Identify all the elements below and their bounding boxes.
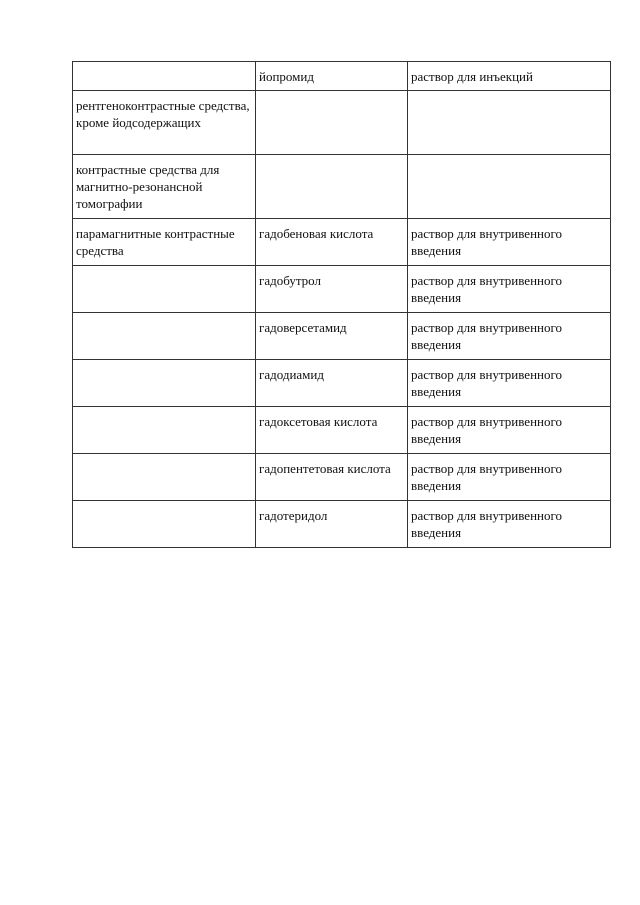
form-cell [408, 91, 611, 155]
form-cell: раствор для внутривенного введения [408, 360, 611, 407]
table-row [73, 360, 611, 407]
table-row [73, 219, 611, 266]
table-row [73, 91, 611, 155]
group-cell: парамагнитные контрастные средства [73, 219, 256, 266]
table-row [73, 155, 611, 219]
group-cell [73, 313, 256, 360]
form-cell: раствор для внутривенного введения [408, 501, 611, 548]
table-row [73, 313, 611, 360]
substance-cell: гадоксетовая кислота [256, 407, 408, 454]
table-row [73, 266, 611, 313]
substance-cell: гадоверсетамид [256, 313, 408, 360]
group-cell [73, 266, 256, 313]
group-cell: рентгеноконтрастные средства, кроме йодсодержащих [73, 91, 256, 155]
form-cell [408, 155, 611, 219]
form-cell: раствор для внутривенного введения [408, 219, 611, 266]
table-row [73, 454, 611, 501]
group-cell [73, 407, 256, 454]
substance-cell [256, 91, 408, 155]
form-cell: раствор для внутривенного введения [408, 454, 611, 501]
group-cell [73, 454, 256, 501]
substance-cell: гадобеновая кислота [256, 219, 408, 266]
group-cell: контрастные средства для магнитно-резонансной томографии [73, 155, 256, 219]
substance-cell: гадопентетовая кислота [256, 454, 408, 501]
table-row [73, 62, 611, 91]
group-cell [73, 360, 256, 407]
group-cell [73, 62, 256, 91]
form-cell: раствор для инъекций [408, 62, 611, 91]
form-cell: раствор для внутривенного введения [408, 407, 611, 454]
substance-cell [256, 155, 408, 219]
form-cell: раствор для внутривенного введения [408, 266, 611, 313]
substance-cell: гадобутрол [256, 266, 408, 313]
table-row [73, 407, 611, 454]
substance-cell: гадотеридол [256, 501, 408, 548]
substance-cell: гадодиамид [256, 360, 408, 407]
form-cell: раствор для внутривенного введения [408, 313, 611, 360]
group-cell [73, 501, 256, 548]
table-row [73, 501, 611, 548]
substance-cell: йопромид [256, 62, 408, 91]
drug-table [72, 61, 611, 548]
